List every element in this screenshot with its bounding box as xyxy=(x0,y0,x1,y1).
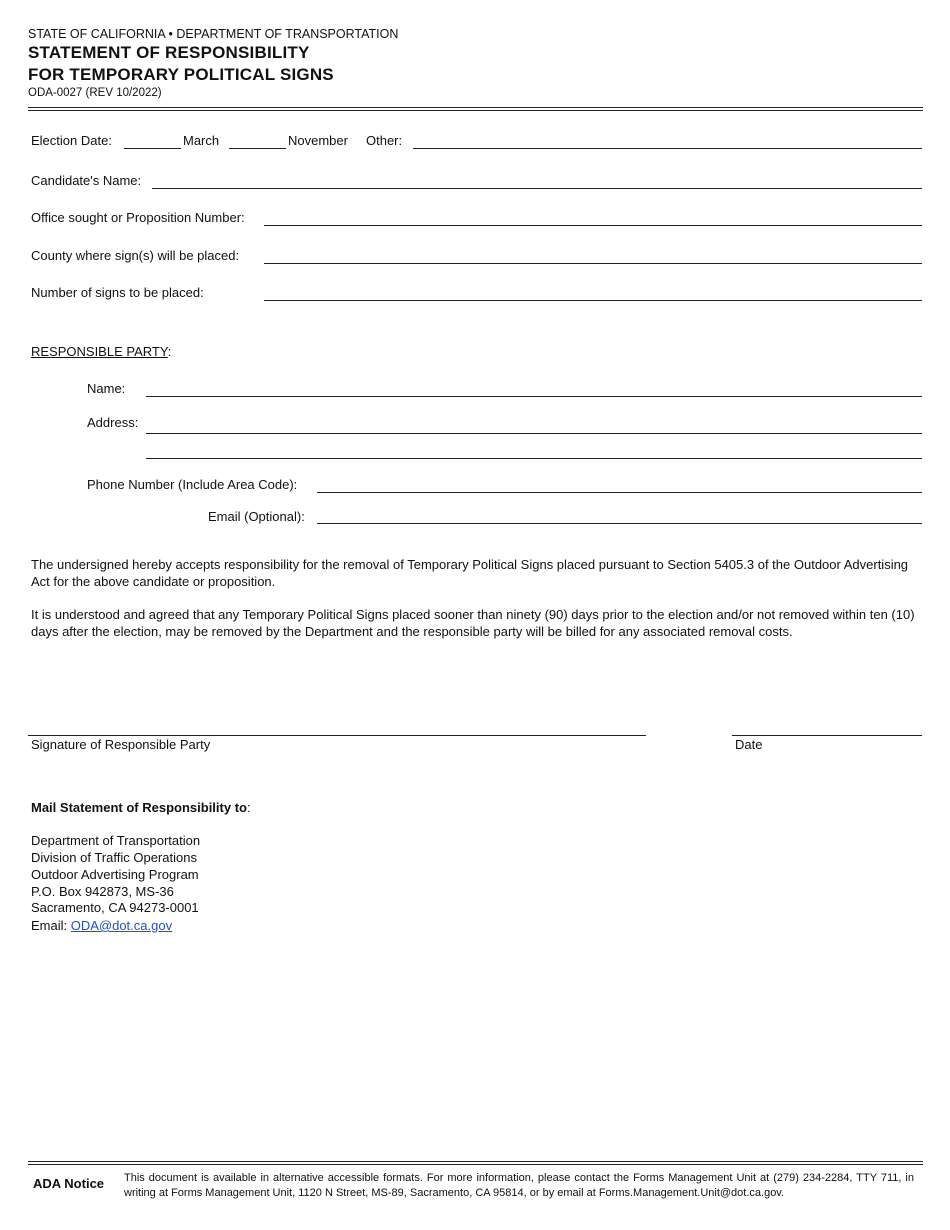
responsible-party-colon: : xyxy=(167,344,172,359)
candidate-name-label: Candidate's Name: xyxy=(31,173,142,188)
rp-address-label: Address: xyxy=(87,415,139,430)
other-input[interactable] xyxy=(413,148,922,149)
candidate-name-input[interactable] xyxy=(152,188,922,189)
mail-heading-colon: : xyxy=(246,800,251,815)
rp-phone-input[interactable] xyxy=(317,492,922,493)
office-input[interactable] xyxy=(264,225,922,226)
date-input[interactable] xyxy=(732,735,922,736)
mail-heading-text: Mail Statement of Responsibility to xyxy=(31,800,247,815)
march-label: March xyxy=(183,133,220,148)
rp-address-input-line1[interactable] xyxy=(146,433,922,434)
form-number: ODA-0027 (REV 10/2022) xyxy=(28,87,162,99)
date-label: Date xyxy=(735,737,763,752)
mail-email-link[interactable]: ODA@dot.ca.gov xyxy=(70,918,173,933)
rp-phone-label: Phone Number (Include Area Code): xyxy=(87,477,298,492)
mail-address-line2: Division of Traffic Operations xyxy=(31,850,197,865)
mail-address-line4: P.O. Box 942873, MS-36 xyxy=(31,884,174,899)
ada-notice-text: This document is available in alternative accessible formats. For more information, please contact the Forms Management Unit at (279) 234-2284, TTY 711, in writing at Forms Management Unit, 1120 N Street, MS-89, Sacramento, CA 95814, or by email at Forms.Management.Unit@dot.ca.gov. xyxy=(124,1172,914,1199)
ada-notice-label: ADA Notice xyxy=(33,1176,105,1191)
form-title-line2: FOR TEMPORARY POLITICAL SIGNS xyxy=(28,65,334,84)
rp-name-input[interactable] xyxy=(146,396,922,397)
rp-email-label: Email (Optional): xyxy=(208,509,305,524)
agency-name: STATE OF CALIFORNIA • DEPARTMENT OF TRANSPORTATION xyxy=(28,27,399,41)
march-input[interactable] xyxy=(124,148,181,149)
county-input[interactable] xyxy=(264,263,922,264)
removal-agreement-statement: It is understood and agreed that any Temporary Political Signs placed sooner than ninety (90) days prior to the election and/or not removed within ten (10) days after the election, may be removed by the Department and the responsible party will be billed for any associated removal costs. xyxy=(31,607,915,639)
responsible-party-heading xyxy=(31,344,171,359)
header-divider-bottom xyxy=(28,110,923,111)
november-label: November xyxy=(288,133,348,148)
signature-label: Signature of Responsible Party xyxy=(31,737,211,752)
responsible-party-heading-text: RESPONSIBLE PARTY xyxy=(31,344,168,359)
mail-email-row xyxy=(31,918,172,933)
other-label: Other: xyxy=(366,133,403,148)
mail-address-line3: Outdoor Advertising Program xyxy=(31,867,199,882)
rp-email-input[interactable] xyxy=(317,523,922,524)
number-of-signs-label: Number of signs to be placed: xyxy=(31,285,204,300)
form-title-line1: STATEMENT OF RESPONSIBILITY xyxy=(28,43,310,62)
mail-heading xyxy=(31,800,251,815)
november-input[interactable] xyxy=(229,148,286,149)
county-label: County where sign(s) will be placed: xyxy=(31,248,240,263)
mail-address-line5: Sacramento, CA 94273-0001 xyxy=(31,900,199,915)
election-date-label: Election Date: xyxy=(31,133,112,148)
mail-email-label: Email: xyxy=(31,918,71,933)
footer-divider-bottom xyxy=(28,1164,923,1165)
mail-address-line1: Department of Transportation xyxy=(31,833,201,848)
rp-name-label: Name: xyxy=(87,381,126,396)
signature-input[interactable] xyxy=(28,735,646,736)
acceptance-statement: The undersigned hereby accepts responsibility for the removal of Temporary Political Signs placed pursuant to Section 5405.3 of the Outdoor Advertising Act for the above candidate or proposition. xyxy=(31,557,909,589)
header-divider-top xyxy=(28,107,923,108)
footer-divider-top xyxy=(28,1161,923,1162)
office-label: Office sought or Proposition Number: xyxy=(31,210,245,225)
number-of-signs-input[interactable] xyxy=(264,300,922,301)
rp-address-input-line2[interactable] xyxy=(146,458,922,459)
